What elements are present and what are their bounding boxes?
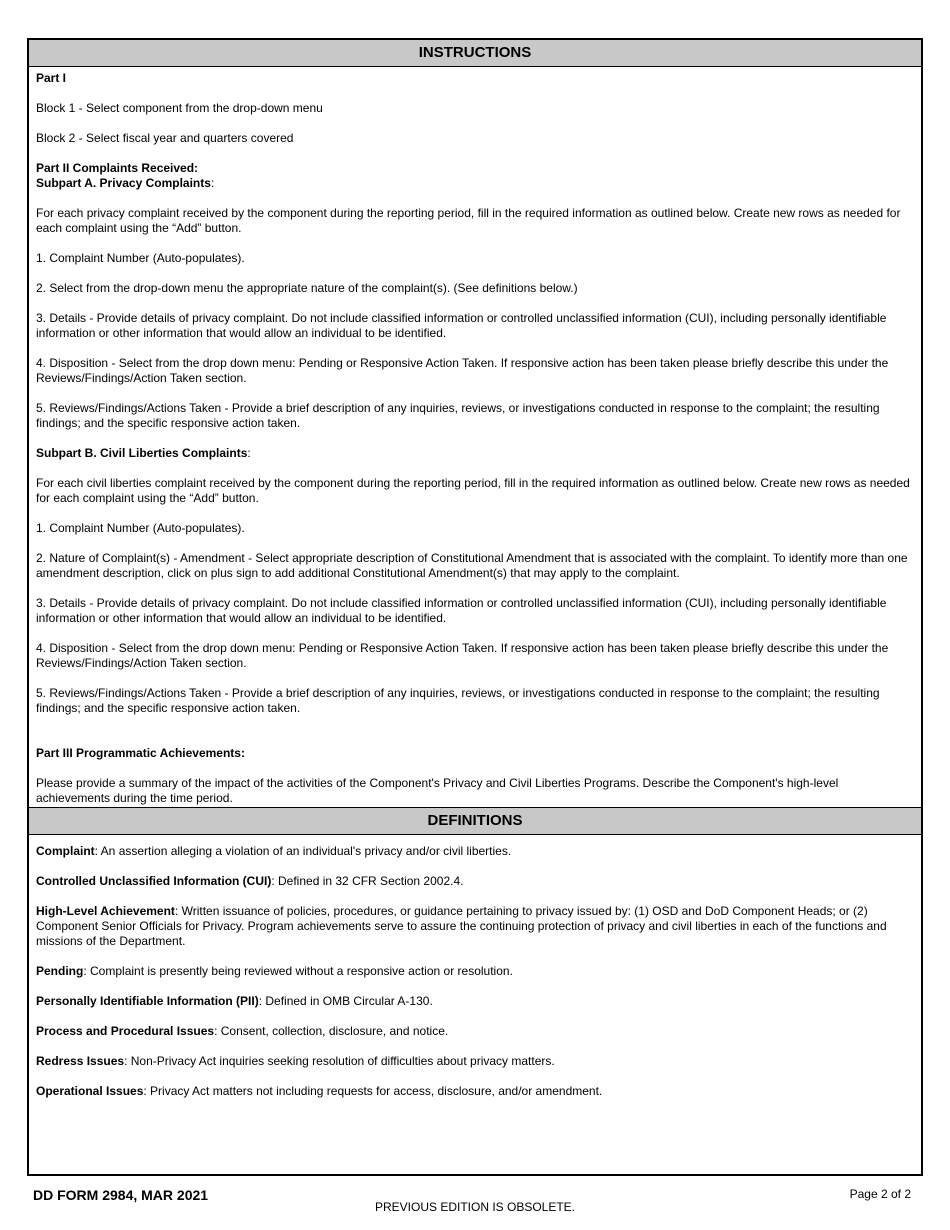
subpart-a-item-1: 1. Complaint Number (Auto-populates). [36,251,245,265]
part1-heading: Part I [36,71,67,85]
block1-instruction: Block 1 - Select component from the drop-down menu [36,101,323,115]
definition-text: : Consent, collection, disclosure, and notice. [214,1024,449,1038]
definition-pii [36,994,915,1009]
definition-text: : Non-Privacy Act inquiries seeking resolution of difficulties about privacy matters. [124,1054,555,1068]
definition-process-procedural [36,1024,915,1039]
page-number: Page 2 of 2 [849,1187,911,1201]
definition-operational [36,1084,915,1099]
part2-heading-group [36,161,915,191]
definition-text: : Written issuance of policies, procedures, or guidance pertaining to privacy issued by: (1) OSD and DoD Component Heads; or (2) Component Senior Officials for Privacy. Program achievements serve to assure the continuing protection of privacy and civil liberties in each of the functions and missions of the Department. [36,904,887,948]
subpart-b-item-3: 3. Details - Provide details of privacy complaint. Do not include classified information or controlled unclassified information (CUI), including personally identifiable information or other information that would allow an individual to be identified. [36,596,887,625]
block2-instruction: Block 2 - Select fiscal year and quarters covered [36,131,294,145]
definition-term: Process and Procedural Issues [36,1024,215,1038]
form-number: DD FORM 2984, MAR 2021 [33,1187,209,1203]
definition-text: : Complaint is presently being reviewed without a responsive action or resolution. [83,964,513,978]
subpart-a-heading [36,176,915,191]
instructions-section [36,71,915,821]
previous-edition-notice: PREVIOUS EDITION IS OBSOLETE. [374,1200,576,1214]
definition-high-level-achievement [36,904,915,949]
definitions-header: DEFINITIONS [29,807,921,835]
part3-heading: Part III Programmatic Achievements: [36,746,245,760]
definition-text: : Defined in 32 CFR Section 2002.4. [271,874,464,888]
subpart-b-item-2: 2. Nature of Complaint(s) - Amendment - Select appropriate description of Constitutional Amendment that is associated with the complaint. To identify more than one amendment description, click on plus sign to add additional Constitutional Amendment(s) that may apply to the complaint. [36,551,908,580]
part3-text: Please provide a summary of the impact of the activities of the Component's Privacy and Civil Liberties Programs. Describe the Component's high-level achievements during the time period. [36,776,839,805]
subpart-b-title: Subpart B. Civil Liberties Complaints [36,446,248,460]
subpart-b-item-4: 4. Disposition - Select from the drop down menu: Pending or Responsive Action Taken. If responsive action has been taken please briefly describe this under the Reviews/Findings/Action Taken section. [36,641,889,670]
subpart-a-item-5: 5. Reviews/Findings/Actions Taken - Provide a brief description of any inquiries, reviews, or investigations conducted in response to the complaint; the resulting findings; and the specific responsive action taken. [36,401,880,430]
subpart-b-item-5: 5. Reviews/Findings/Actions Taken - Provide a brief description of any inquiries, reviews, or investigations conducted in response to the complaint; the resulting findings; and the specific responsive action taken. [36,686,880,715]
subpart-a-colon: : [210,176,215,190]
subpart-a-item-3: 3. Details - Provide details of privacy complaint. Do not include classified information or controlled unclassified information (CUI), including personally identifiable information or other information that would allow an individual to be identified. [36,311,887,340]
definition-term: Complaint [36,844,95,858]
subpart-b-heading [36,446,915,461]
definition-text: : Privacy Act matters not including requests for access, disclosure, and/or amendment. [143,1084,603,1098]
subpart-a-title: Subpart A. Privacy Complaints [36,176,211,190]
instructions-header: INSTRUCTIONS [29,40,921,67]
subpart-b-colon: : [247,446,251,460]
spacer [36,731,915,746]
definition-term: High-Level Achievement [36,904,175,918]
subpart-a-intro: For each privacy complaint received by the component during the reporting period, fill in the required information as outlined below. Create new rows as needed for each complaint using the “Add” button. [36,206,901,235]
definition-text: : An assertion alleging a violation of an individual's privacy and/or civil liberties. [94,844,512,858]
definition-complaint [36,844,915,859]
definition-term: Pending [36,964,84,978]
definition-term: Controlled Unclassified Information (CUI) [36,874,272,888]
definition-pending [36,964,915,979]
definition-text: : Defined in OMB Circular A-130. [258,994,433,1008]
definition-term: Personally Identifiable Information (PII) [36,994,259,1008]
definition-redress [36,1054,915,1069]
definition-term: Redress Issues [36,1054,125,1068]
subpart-a-item-2: 2. Select from the drop-down menu the appropriate nature of the complaint(s). (See definitions below.) [36,281,578,295]
definitions-section [36,844,915,1114]
subpart-b-intro: For each civil liberties complaint received by the component during the reporting period, fill in the required information as outlined below. Create new rows as needed for each complaint using the “Add” button. [36,476,910,505]
definition-term: Operational Issues [36,1084,144,1098]
subpart-b-item-1: 1. Complaint Number (Auto-populates). [36,521,245,535]
subpart-a-item-4: 4. Disposition - Select from the drop down menu: Pending or Responsive Action Taken. If responsive action has been taken please briefly describe this under the Reviews/Findings/Action Taken section. [36,356,889,385]
part2-heading: Part II Complaints Received: [36,161,199,175]
definition-cui [36,874,915,889]
form-page [27,38,923,1176]
